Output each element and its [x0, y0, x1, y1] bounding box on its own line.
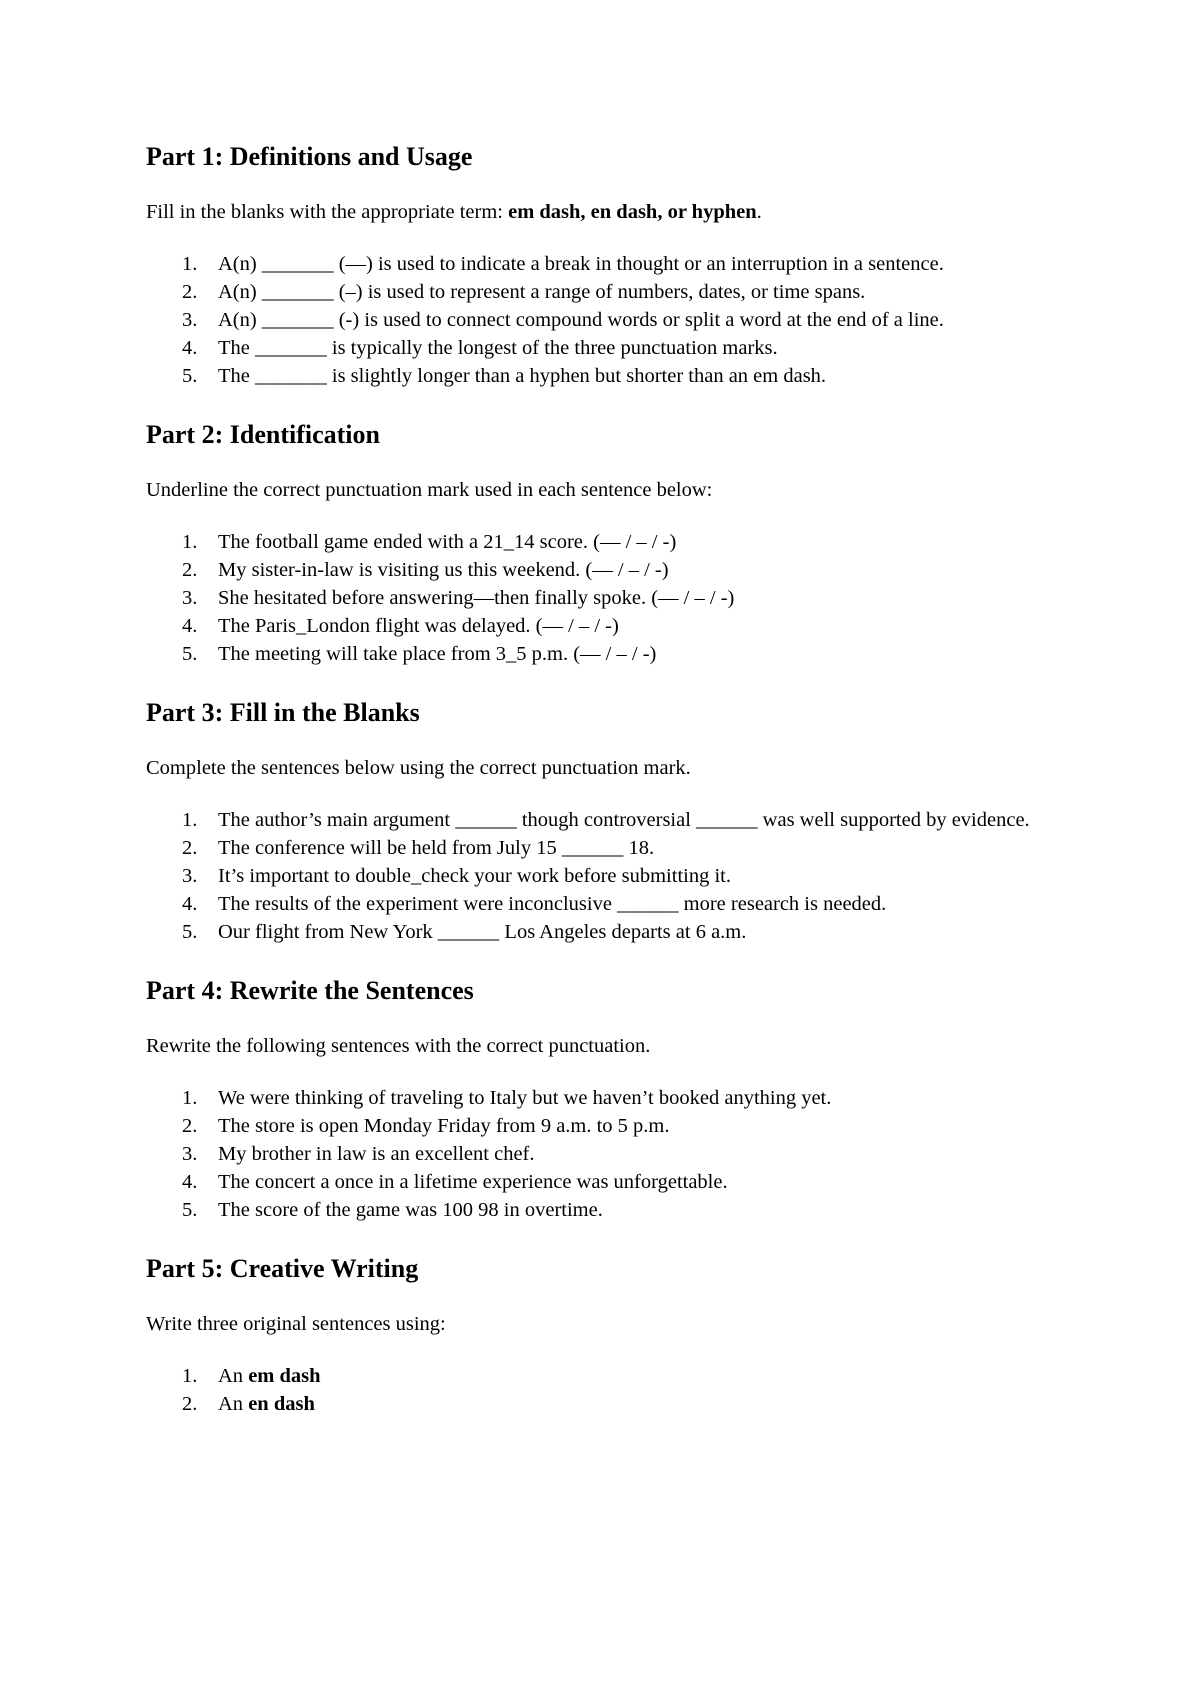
list-item — [146, 890, 1066, 918]
item-text: The concert a once in a lifetime experience was unforgettable. — [218, 1171, 728, 1193]
list-item — [146, 834, 1066, 862]
item-number: 4. — [182, 893, 198, 915]
item-text: A(n) _______ (–) is used to represent a range of numbers, dates, or time spans. — [218, 281, 866, 303]
item-number: 1. — [182, 1365, 198, 1387]
item-number: 1. — [182, 1087, 198, 1109]
list-item — [146, 1390, 1066, 1418]
list-item — [146, 250, 1066, 278]
item-text: The _______ is slightly longer than a hyphen but shorter than an em dash. — [218, 365, 827, 387]
list-item — [146, 1112, 1066, 1140]
list-item — [146, 1140, 1066, 1168]
item-text: The store is open Monday Friday from 9 a.m. to 5 p.m. — [218, 1115, 670, 1137]
item-text: The conference will be held from July 15 ______ 18. — [218, 837, 655, 859]
item-number: 1. — [182, 809, 198, 831]
instruction-end: . — [756, 201, 762, 223]
list-item — [146, 918, 1066, 946]
question-list — [146, 806, 1066, 946]
section-part-3 — [146, 698, 1066, 946]
item-text: The _______ is typically the longest of the three punctuation marks. — [218, 337, 778, 359]
item-text: A(n) _______ (-) is used to connect compound words or split a word at the end of a line. — [218, 309, 944, 331]
item-number: 2. — [182, 837, 198, 859]
section-part-1 — [146, 142, 1066, 390]
list-item — [146, 1168, 1066, 1196]
question-list — [146, 528, 1066, 668]
list-item — [146, 306, 1066, 334]
item-number: 2. — [182, 1393, 198, 1415]
item-bold-term: en dash — [248, 1393, 315, 1415]
item-number: 3. — [182, 309, 198, 331]
item-number: 3. — [182, 587, 198, 609]
section-heading: Part 3: Fill in the Blanks — [146, 698, 420, 727]
item-text: We were thinking of traveling to Italy but we haven’t booked anything yet. — [218, 1087, 832, 1109]
question-list — [146, 250, 1066, 390]
instruction-text: Fill in the blanks with the appropriate term: — [146, 201, 509, 223]
list-item — [146, 612, 1066, 640]
list-item — [146, 334, 1066, 362]
section-instruction — [146, 198, 1066, 226]
list-item — [146, 1196, 1066, 1224]
item-text: The author’s main argument ______ though controversial ______ was well supported by evidence. — [218, 809, 1030, 831]
item-prefix: An — [218, 1365, 249, 1387]
item-number: 1. — [182, 531, 198, 553]
item-number: 5. — [182, 365, 198, 387]
item-number: 1. — [182, 253, 198, 275]
section-instruction: Rewrite the following sentences with the correct punctuation. — [146, 1035, 651, 1057]
item-text: My brother in law is an excellent chef. — [218, 1143, 535, 1165]
list-item — [146, 362, 1066, 390]
section-heading: Part 1: Definitions and Usage — [146, 142, 473, 171]
item-bold-term: em dash — [248, 1365, 321, 1387]
item-text: The meeting will take place from 3_5 p.m. (— / – / -) — [218, 643, 657, 665]
item-number: 4. — [182, 1171, 198, 1193]
section-heading: Part 4: Rewrite the Sentences — [146, 976, 474, 1005]
item-number: 5. — [182, 643, 198, 665]
section-part-5 — [146, 1254, 1066, 1418]
section-part-4 — [146, 976, 1066, 1224]
list-item — [146, 528, 1066, 556]
list-item — [146, 278, 1066, 306]
list-item — [146, 1362, 1066, 1390]
section-part-2 — [146, 420, 1066, 668]
item-number: 5. — [182, 1199, 198, 1221]
list-item — [146, 1084, 1066, 1112]
question-list — [146, 1362, 1066, 1418]
section-heading: Part 5: Creative Writing — [146, 1254, 419, 1283]
item-prefix: An — [218, 1393, 249, 1415]
item-number: 2. — [182, 281, 198, 303]
item-text: It’s important to double_check your work before submitting it. — [218, 865, 731, 887]
list-item — [146, 862, 1066, 890]
worksheet-page — [146, 142, 1066, 1448]
item-number: 3. — [182, 865, 198, 887]
section-instruction: Write three original sentences using: — [146, 1313, 446, 1335]
item-text: She hesitated before answering—then finally spoke. (— / – / -) — [218, 587, 735, 609]
section-heading: Part 2: Identification — [146, 420, 380, 449]
section-instruction: Underline the correct punctuation mark used in each sentence below: — [146, 479, 713, 501]
item-number: 4. — [182, 337, 198, 359]
item-text: My sister-in-law is visiting us this weekend. (— / – / -) — [218, 559, 669, 581]
list-item — [146, 556, 1066, 584]
item-text: Our flight from New York ______ Los Angeles departs at 6 a.m. — [218, 921, 747, 943]
item-text: A(n) _______ (—) is used to indicate a break in thought or an interruption in a sentence. — [218, 253, 944, 275]
question-list — [146, 1084, 1066, 1224]
item-text: The results of the experiment were inconclusive ______ more research is needed. — [218, 893, 887, 915]
item-text: The Paris_London flight was delayed. (— / – / -) — [218, 615, 619, 637]
list-item — [146, 584, 1066, 612]
list-item — [146, 640, 1066, 668]
list-item — [146, 806, 1066, 834]
item-number: 2. — [182, 1115, 198, 1137]
item-text: The football game ended with a 21_14 score. (— / – / -) — [218, 531, 677, 553]
item-number: 5. — [182, 921, 198, 943]
item-text: The score of the game was 100 98 in overtime. — [218, 1199, 603, 1221]
item-number: 2. — [182, 559, 198, 581]
item-number: 3. — [182, 1143, 198, 1165]
instruction-bold-terms: em dash, en dash, or hyphen — [508, 201, 757, 223]
section-instruction: Complete the sentences below using the correct punctuation mark. — [146, 757, 691, 779]
item-number: 4. — [182, 615, 198, 637]
